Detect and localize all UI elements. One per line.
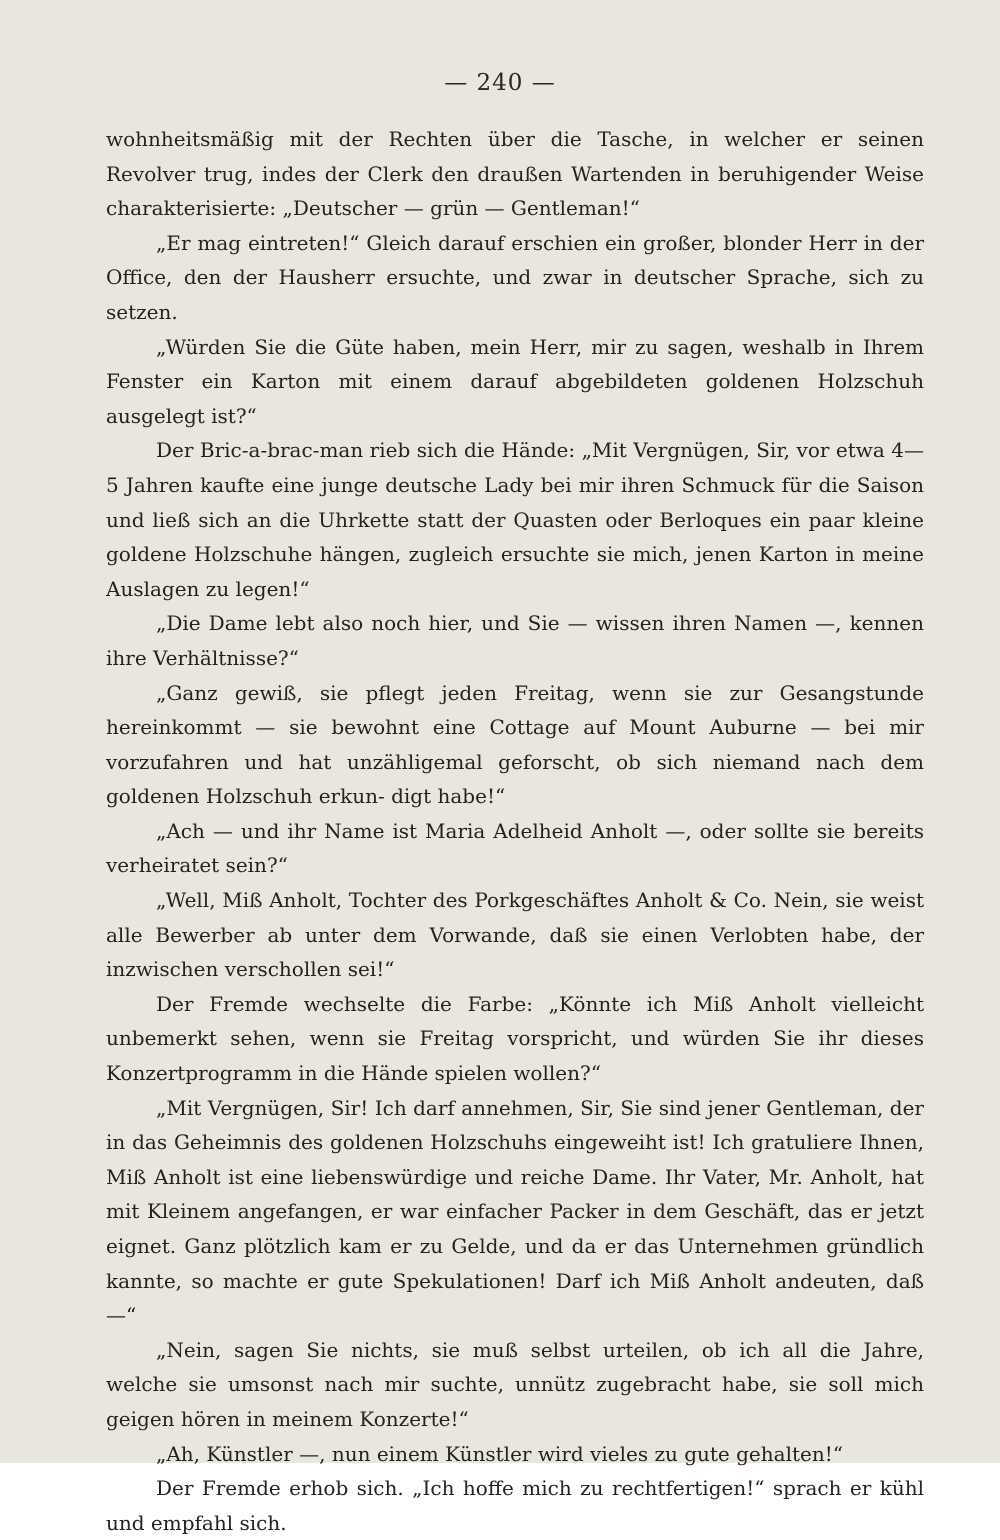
body-text bbox=[106, 122, 924, 1540]
paragraph: „Well, Miß Anholt, Tochter des Porkgeschäftes Anholt & Co. Nein, sie weist alle Bewerber ab unter dem Vorwande, daß sie einen Verlobten habe, der inzwischen verschollen sei!“ bbox=[106, 888, 924, 982]
paragraph: „Ach — und ihr Name ist Maria Adelheid Anholt —, oder sollte sie bereits verheiratet sein?“ bbox=[106, 818, 924, 878]
paragraph: „Würden Sie die Güte haben, mein Herr, mir zu sagen, weshalb in Ihrem Fenster ein Karton mit einem darauf abgebildeten goldenen Holzschuh ausgelegt ist?“ bbox=[106, 334, 924, 428]
paragraph: „Mit Vergnügen, Sir! Ich darf annehmen, Sir, Sie sind jener Gentleman, der in das Geheimnis des goldenen Holzschuhs eingeweiht ist! Ich gratuliere Ihnen, Miß Anholt ist eine liebenswürdige und reiche Dame. Ihr Vater, Mr. Anholt, hat mit Kleinem angefangen, er war einfacher Packer in dem Geschäft, das er jetzt eignet. Ganz plötzlich kam er zu Gelde, und da er das Unternehmen gründlich kannte, so machte er gute Spekulationen! Darf ich Miß Anholt andeuten, daß —“ bbox=[106, 1095, 924, 1328]
paragraph: „Ganz gewiß, sie pflegt jeden Freitag, wenn sie zur Gesangstunde hereinkommt — sie bewohnt eine Cottage auf Mount Auburne — bei mir vorzufahren und hat unzähligemal geforscht, ob sich niemand nach dem goldenen Holzschuh erkun- digt habe!“ bbox=[106, 680, 924, 809]
page-number: — 240 — bbox=[444, 70, 556, 96]
paragraph: „Ah, Künstler —, nun einem Künstler wird vieles zu gute gehalten!“ bbox=[156, 1441, 843, 1466]
paragraph: „Nein, sagen Sie nichts, sie muß selbst urteilen, ob ich all die Jahre, welche sie umsonst nach mir suchte, unnütz zugebracht habe, sie soll mich geigen hören in meinem Konzerte!“ bbox=[106, 1337, 924, 1431]
paragraph: Der Fremde erhob sich. „Ich hoffe mich zu rechtfertigen!“ sprach er kühl und empfahl sich. bbox=[106, 1476, 924, 1535]
paragraph: „Er mag eintreten!“ Gleich darauf erschien ein großer, blonder Herr in der Office, den der Hausherr ersuchte, und zwar in deutscher Sprache, sich zu setzen. bbox=[106, 230, 924, 324]
paragraph: „Die Dame lebt also noch hier, und Sie — wissen ihren Namen —, kennen ihre Verhältnisse?“ bbox=[106, 611, 924, 670]
paragraph: Der Fremde wechselte die Farbe: „Könnte ich Miß Anholt vielleicht unbemerkt sehen, wenn sie Freitag vorspricht, und würden Sie ihr dieses Konzertprogramm in die Hände spielen wollen?“ bbox=[106, 991, 924, 1086]
paragraph: wohnheitsmäßig mit der Rechten über die Tasche, in welcher er seinen Revolver trug, indes der Clerk den draußen Wartenden in beruhigender Weise charakterisierte: „Deutscher — grün — Gentleman!“ bbox=[106, 127, 924, 221]
paragraph: Der Bric-a-brac-man rieb sich die Hände: „Mit Vergnügen, Sir, vor etwa 4—5 Jahren kaufte eine junge deutsche Lady bei mir ihren Schmuck für die Saison und ließ sich an die Uhrkette statt der Quasten oder Berloques ein paar kleine goldene Holzschuhe hängen, zugleich ersuchte sie mich, jenen Karton in meine Auslagen zu legen!“ bbox=[106, 438, 924, 601]
